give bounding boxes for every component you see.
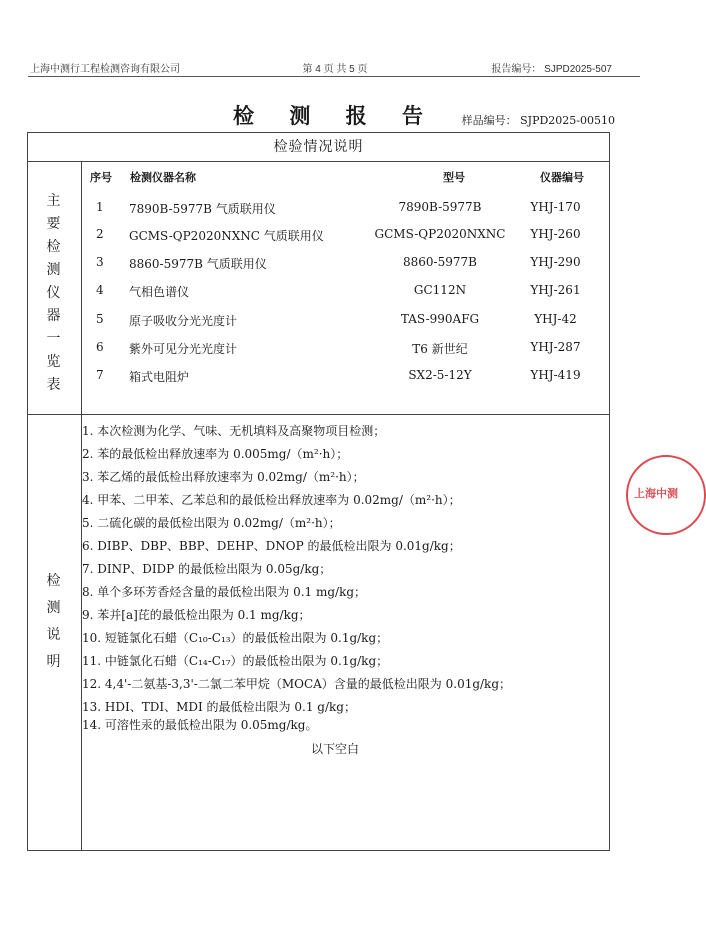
column-header-instrument-no: 仪器编号 xyxy=(540,171,584,184)
header-divider xyxy=(28,76,640,77)
instrument-number: YHJ-419 xyxy=(530,368,581,382)
header-company: 上海中测行工程检测咨询有限公司 xyxy=(30,64,180,75)
instrument-model: GC112N xyxy=(413,283,467,297)
note-item: 1. 本次检测为化学、气味、无机填料及高聚物项目检测； xyxy=(82,424,386,438)
instrument-seq: 1 xyxy=(96,200,104,214)
column-header-name: 检测仪器名称 xyxy=(130,171,196,184)
instrument-model: GCMS-QP2020NXNC xyxy=(374,227,506,241)
column-header-seq: 序号 xyxy=(90,171,112,184)
instrument-number: YHJ-260 xyxy=(530,227,581,241)
instrument-row xyxy=(0,255,670,277)
instrument-name: 7890B-5977B 气质联用仪 xyxy=(129,202,276,216)
row-divider xyxy=(28,414,609,415)
instrument-seq: 4 xyxy=(96,283,104,297)
instrument-model: T6 新世纪 xyxy=(412,342,468,356)
note-item: 12. 4,4'-二氨基-3,3'-二氯二苯甲烷（MOCA）含量的最低检出限为 0.01g/kg； xyxy=(82,677,512,691)
note-item: 10. 短链氯化石蜡（C₁₀-C₁₃）的最低检出限为 0.1g/kg； xyxy=(82,631,389,645)
note-item: 2. 苯的最低检出释放速率为 0.005mg/（m²·h）； xyxy=(82,447,349,461)
instrument-row xyxy=(0,340,670,362)
instrument-row xyxy=(0,200,670,222)
end-marker: 以下空白 xyxy=(310,742,359,756)
seal-lettering: 上海中测 xyxy=(634,487,678,500)
note-item: 13. HDI、TDI、MDI 的最低检出限为 0.1 g/kg； xyxy=(82,700,356,714)
instrument-name: 气相色谱仪 xyxy=(129,285,190,299)
instrument-row xyxy=(0,227,670,249)
note-item: 8. 单个多环芳香烃含量的最低检出限为 0.1 mg/kg； xyxy=(82,585,367,599)
instrument-row xyxy=(0,312,670,334)
notes-side-label: 检 测 说 明 xyxy=(46,573,61,670)
sample-number: 样品编号： SJPD2025-00510 xyxy=(461,114,615,127)
instrument-name: 8860-5977B 气质联用仪 xyxy=(129,257,267,271)
instrument-name: GCMS-QP2020NXNC 气质联用仪 xyxy=(129,229,324,243)
note-item: 4. 甲苯、二甲苯、乙苯总和的最低检出释放速率为 0.02mg/（m²·h）； xyxy=(82,493,461,507)
instrument-seq: 6 xyxy=(96,340,104,354)
section-title: 检验情况说明 xyxy=(28,133,609,162)
instrument-seq: 7 xyxy=(96,368,104,382)
note-item: 11. 中链氯化石蜡（C₁₄-C₁₇）的最低检出限为 0.1g/kg； xyxy=(82,654,389,668)
instrument-name: 箱式电阻炉 xyxy=(129,370,190,384)
note-item: 3. 苯乙烯的最低检出释放速率为 0.02mg/（m²·h）； xyxy=(82,470,365,484)
column-header-model: 型号 xyxy=(443,171,465,184)
instrument-model: 8860-5977B xyxy=(403,255,477,269)
instrument-row xyxy=(0,283,670,305)
note-item: 7. DINP、DIDP 的最低检出限为 0.05g/kg； xyxy=(82,562,332,576)
note-item: 9. 苯并[a]芘的最低检出限为 0.1 mg/kg； xyxy=(82,608,311,622)
instrument-number: YHJ-290 xyxy=(530,255,581,269)
instrument-number: YHJ-170 xyxy=(530,200,581,214)
instrument-name: 紫外可见分光光度计 xyxy=(129,342,238,356)
header-page-number: 第 4 页 共 5 页 xyxy=(302,64,368,75)
instrument-row xyxy=(0,368,670,390)
report-title: 检 测 报 告 xyxy=(233,103,437,128)
company-seal-stamp xyxy=(626,455,706,535)
note-item: 6. DIBP、DBP、BBP、DEHP、DNOP 的最低检出限为 0.01g/kg； xyxy=(82,539,461,553)
instrument-seq: 2 xyxy=(96,227,104,241)
instrument-number: YHJ-42 xyxy=(534,312,577,326)
instrument-name: 原子吸收分光光度计 xyxy=(129,314,238,328)
instruments-side-label: 主 要 检 测 仪 器 一 览 表 xyxy=(46,193,61,393)
instrument-seq: 3 xyxy=(96,255,104,269)
header-report-number: 报告编号： SJPD2025-507 xyxy=(491,64,612,75)
instrument-seq: 5 xyxy=(96,312,104,326)
note-item: 5. 二硫化碳的最低检出限为 0.02mg/（m²·h）； xyxy=(82,516,341,530)
instrument-model: TAS-990AFG xyxy=(400,312,480,326)
instrument-model: 7890B-5977B xyxy=(398,200,482,214)
note-item: 14. 可溶性汞的最低检出限为 0.05mg/kg。 xyxy=(82,718,318,732)
instrument-number: YHJ-261 xyxy=(530,283,581,297)
instrument-model: SX2-5-12Y xyxy=(408,368,472,382)
instrument-number: YHJ-287 xyxy=(530,340,581,354)
